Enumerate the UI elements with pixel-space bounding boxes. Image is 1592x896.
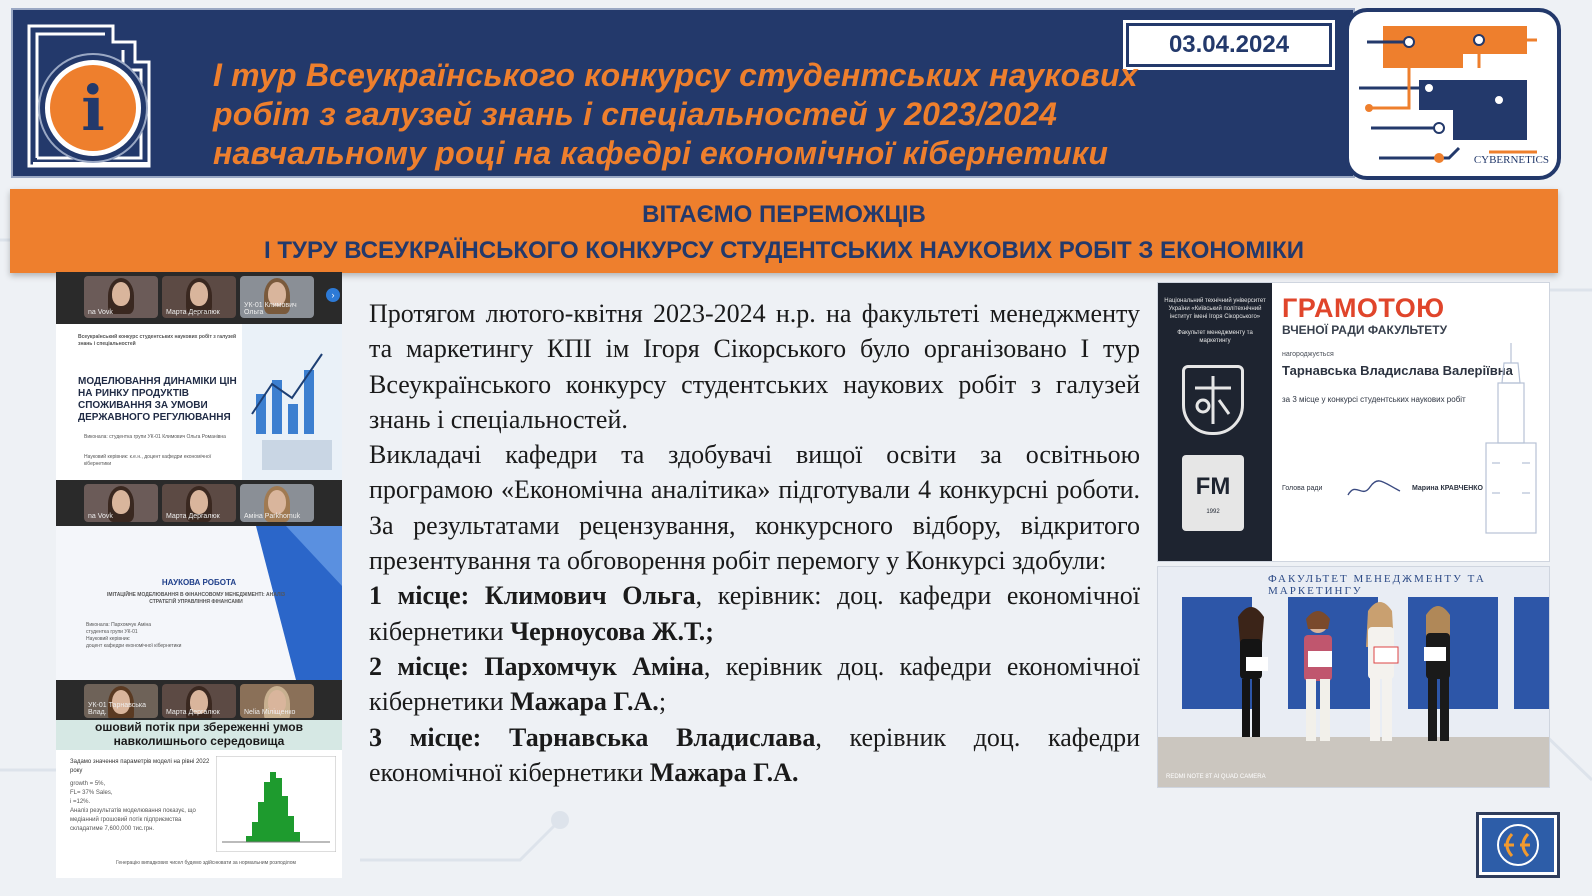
winner-1-place: 1 місце: Климович Ольга [369, 581, 696, 611]
participant-thumb: Марта Дергалюк [162, 484, 236, 522]
header-bar [11, 8, 1355, 178]
kpi-emblem-icon [1182, 365, 1244, 435]
fm-year: 1992 [1206, 509, 1220, 515]
video-bar-1 [56, 272, 342, 324]
fm-emblem [1182, 455, 1244, 531]
info-logo [23, 16, 155, 172]
winner-1 [369, 578, 1140, 649]
diploma-heading: ГРАМОТОЮ [1282, 293, 1445, 323]
winner-1-advisor: Черноусова Ж.Т.; [510, 616, 714, 646]
camera-watermark: REDMI NOTE 8T AI QUAD CAMERA [1166, 774, 1266, 780]
info-icon: i [81, 71, 105, 145]
circuit-icon [1349, 12, 1557, 176]
title-line-1: І тур Всеукраїнського конкурсу студентських наукових [213, 57, 1138, 93]
building-sketch-icon [1476, 343, 1546, 543]
video-bar-3 [56, 680, 342, 720]
participant-thumb: Марта Дергалюк [162, 276, 236, 318]
winner-2-place: 2 місце: Пархомчук Аміна [369, 651, 704, 681]
slide-model-params: Задамо значення параметрів моделі на рівні 2022 року growth = 5%, FL= 37% Sales, i =12%. Аналіз результатів моделювання показує, що медіанний грошовий потік підприємства складатиме 7,600,000 тис.грн. Генерацію випадкових чисел будемо здійснювати за нормальним розподілом [56, 750, 342, 878]
slide-1-title: МОДЕЛЮВАННЯ ДИНАМІКИ ЦІН НА РИНКУ ПРОДУКТІВ СПОЖИВАННЯ ЗА УМОВИ ДЕРЖАВНОГО РЕГУЛЮВАННЯ [78, 376, 237, 423]
participant-thumb: Марта Дергалюк [162, 684, 236, 718]
title-line-2: робіт з галузей знань і спеціальностей у 2023/2024 [213, 96, 1058, 132]
department-logo [1476, 812, 1560, 878]
winner-2-tail: ; [658, 687, 667, 717]
diploma-awarded: нагороджується [1282, 351, 1334, 358]
winner-3 [369, 720, 1140, 791]
diploma-image [1157, 282, 1550, 562]
participant-thumb: na Vovk [84, 276, 158, 318]
diploma-signature [1282, 485, 1544, 492]
next-arrow-icon: › [326, 288, 340, 302]
slide-2-title: НАУКОВА РОБОТА [161, 578, 237, 587]
participant-thumb: na Vovk [84, 484, 158, 522]
diploma-subheading: ВЧЕНОЇ РАДИ ФАКУЛЬТЕТУ [1282, 323, 1448, 337]
histogram-chart [216, 756, 336, 852]
winner-2-advisor: Мажара Г.А. [510, 687, 659, 717]
slide-3-caption: ошовий потік при збереженні умов навколишнього середовища [56, 720, 342, 748]
slide-research-work: НАУКОВА РОБОТА ІМІТАЦІЙНЕ МОДЕЛЮВАННЯ В ФІНАНСОВОМУ МЕНЕДЖМЕНТІ: АНАЛІЗ СТРАТЕГІЙ УПРАВЛІННЯ ФІНАНСАМИ Виконала: Пархомчук Аміна студентка групи УК-01 Науковий керівник: доцент кафедри економічної кібернетики [56, 526, 342, 680]
head-label: Голова ради [1282, 485, 1323, 492]
chart-photo [242, 324, 342, 480]
diploma-name: Тарнавська Владислава Валеріївна [1282, 363, 1513, 378]
congrats-banner [10, 189, 1558, 273]
photo-heading: ФАКУЛЬТЕТ МЕНЕДЖМЕНТУ ТА МАРКЕТИНГУ [1268, 573, 1486, 597]
cybernetics-label: CYBERNETICS [1473, 154, 1549, 166]
diploma-sidebar: Національний технічний університет України «Київський політехнічний інститут імені Ігоря Сікорського» Факультет менеджменту та маркетингу FM 1992 [1158, 283, 1272, 562]
slide-cash-flow [56, 720, 342, 750]
signature-icon [1344, 477, 1404, 501]
date-text: 03.04.2024 [1129, 26, 1329, 64]
winner-3-role: , керівник доц. кафедри економічної кібернетики [369, 722, 1140, 787]
participant-thumb: УК-01 Климович Ольга [240, 276, 314, 318]
participant-thumb: УК-01 Тарнавська Влад. [84, 684, 158, 718]
title-line-3: навчальному році на кафедрі економічної кібернетики [213, 135, 1109, 171]
info-circle [45, 60, 141, 156]
winner-2 [369, 649, 1140, 720]
video-bar-2 [56, 480, 342, 526]
winner-3-advisor: Мажара Г.А. [649, 757, 799, 787]
participant-thumb: Nelia Міліщенко [240, 684, 314, 718]
banner-line-1: ВІТАЄМО ПЕРЕМОЖЦІВ [642, 201, 926, 228]
body-paragraph: Викладачі кафедри та здобувачі вищої освіти за освітньою програмою «Економічна аналітика» підготували 4 конкурсні роботи. За результатами рецензування, конкурсного відбору, відкритого презентування та обговорення робіт перемогу у Конкурсі здобули: [369, 440, 1140, 576]
winner-2-role: , керівник доц. кафедри економічної кібернетики [369, 651, 1140, 717]
people-silhouettes [1158, 567, 1550, 788]
participant-thumb: Аміна Parkhomuk [240, 484, 314, 522]
slide-4-text: Задамо значення параметрів моделі на рівні 2022 року [70, 759, 210, 774]
intro-paragraph: Протягом лютого-квітня 2023-2024 н.р. на факультеті менеджменту та маркетингу КПІ ім Ігоря Сікорського було організовано І тур Всеукраїнського конкурсу студентських наукових робіт з галузей знань і спеціальностей. [369, 299, 1140, 434]
winner-1-role: , керівник: доц. кафедри економічної кібернетики [369, 581, 1141, 646]
page-title [213, 56, 1303, 173]
conference-screenshots [56, 272, 342, 878]
cybernetics-logo [1345, 8, 1561, 180]
head-name: Марина КРАВЧЕНКО [1412, 485, 1483, 492]
fm-letters: FM [1195, 473, 1231, 500]
main-article [369, 296, 1140, 790]
banner-line-2: І ТУРУ ВСЕУКРАЇНСЬКОГО КОНКУРСУ СТУДЕНТСЬКИХ НАУКОВИХ РОБІТ З ЕКОНОМІКИ [264, 237, 1304, 264]
ek-logo-icon [1482, 818, 1554, 872]
winner-3-place: 3 місце: Тарнавська Владислава [369, 722, 816, 752]
diploma-place: за 3 місце у конкурсі студентських наукових робіт [1282, 395, 1466, 404]
slide-price-modeling: Всеукраїнський конкурс студентських наукових робіт з галузей знань і спеціальностей МОДЕЛЮВАННЯ ДИНАМІКИ ЦІН НА РИНКУ ПРОДУКТІВ СПОЖИВАННЯ ЗА УМОВИ ДЕРЖАВНОГО РЕГУЛЮВАННЯ Виконала: студентка групи УК-01 Климович Ольга Романівна Науковий керівник: к.е.н., доцент кафедри економічної кібернетики [56, 324, 342, 480]
group-photo [1157, 566, 1550, 788]
